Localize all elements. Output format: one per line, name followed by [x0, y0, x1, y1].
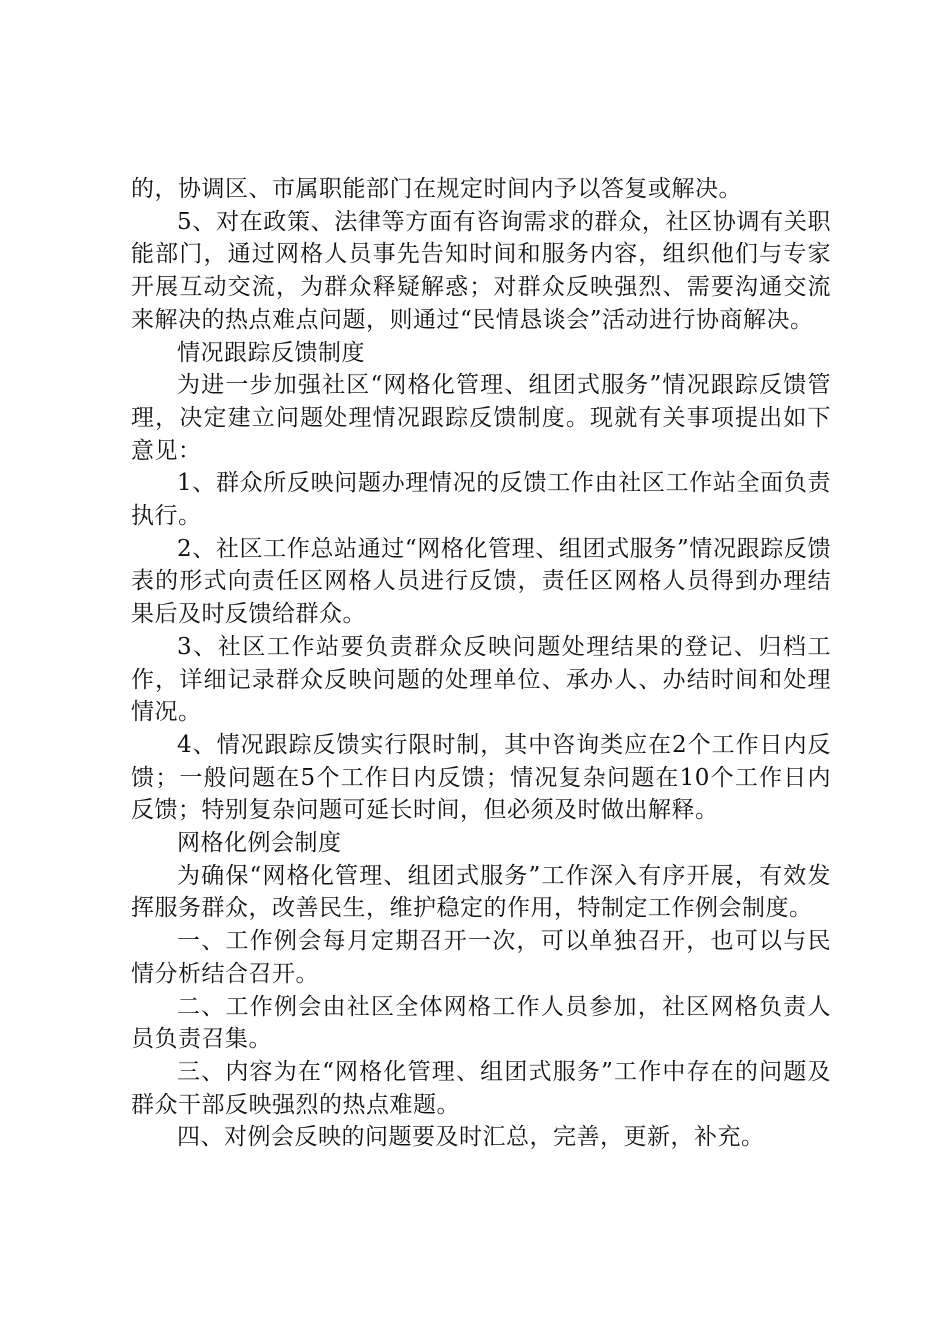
paragraph-meeting-item-2: 二、工作例会由社区全体网格工作人员参加，社区网格负责人员负责召集。 [131, 993, 831, 1053]
paragraph-feedback-item-1: 1、群众所反映问题办理情况的反馈工作由社区工作站全面负责执行。 [131, 470, 831, 530]
paragraph-feedback-item-4: 4、情况跟踪反馈实行限时制，其中咨询类应在2个工作日内反馈；一般问题在5个工作日内反馈；情况复杂问题在10个工作日内反馈；特别复杂问题可延长时间，但必须及时做出解释。 [131, 731, 831, 824]
paragraph-feedback-item-3: 3、社区工作站要负责群众反映问题处理结果的登记、归档工作，详细记录群众反映问题的处理单位、承办人、办结时间和处理情况。 [131, 633, 831, 726]
section-heading-meeting: 网格化例会制度 [177, 830, 342, 857]
paragraph-meeting-item-4: 四、对例会反映的问题要及时汇总，完善，更新，补充。 [177, 1124, 765, 1151]
paragraph-feedback-intro: 为进一步加强社区“网格化管理、组团式服务”情况跟踪反馈管理，决定建立问题处理情况跟踪反馈制度。现就有关事项提出如下意见： [131, 372, 831, 464]
paragraph-item-5: 5、对在政策、法律等方面有咨询需求的群众，社区协调有关职能部门，通过网格人员事先告知时间和服务内容，组织他们与专家开展互动交流，为群众释疑解惑；对群众反映强烈、需要沟通交流来解决的热点难点问题，则通过“民情恳谈会”活动进行协商解决。 [131, 208, 831, 333]
paragraph-meeting-item-1: 一、工作例会每月定期召开一次，可以单独召开，也可以与民情分析结合召开。 [131, 928, 831, 987]
paragraph-meeting-intro: 为确保“网格化管理、组团式服务”工作深入有序开展，有效发挥服务群众，改善民生，维护稳定的作用，特制定工作例会制度。 [131, 862, 831, 922]
section-heading-feedback: 情况跟踪反馈制度 [177, 339, 365, 366]
document-body [131, 173, 831, 1154]
paragraph-continuation: 的，协调区、市属职能部门在规定时间内予以答复或解决。 [131, 176, 742, 202]
paragraph-feedback-item-2: 2、社区工作总站通过“网格化管理、组团式服务”情况跟踪反馈表的形式向责任区网格人员进行反馈，责任区网格人员得到办理结果后及时反馈给群众。 [131, 535, 831, 628]
paragraph-meeting-item-3: 三、内容为在“网格化管理、组团式服务”工作中存在的问题及群众干部反映强烈的热点难题。 [131, 1058, 831, 1118]
